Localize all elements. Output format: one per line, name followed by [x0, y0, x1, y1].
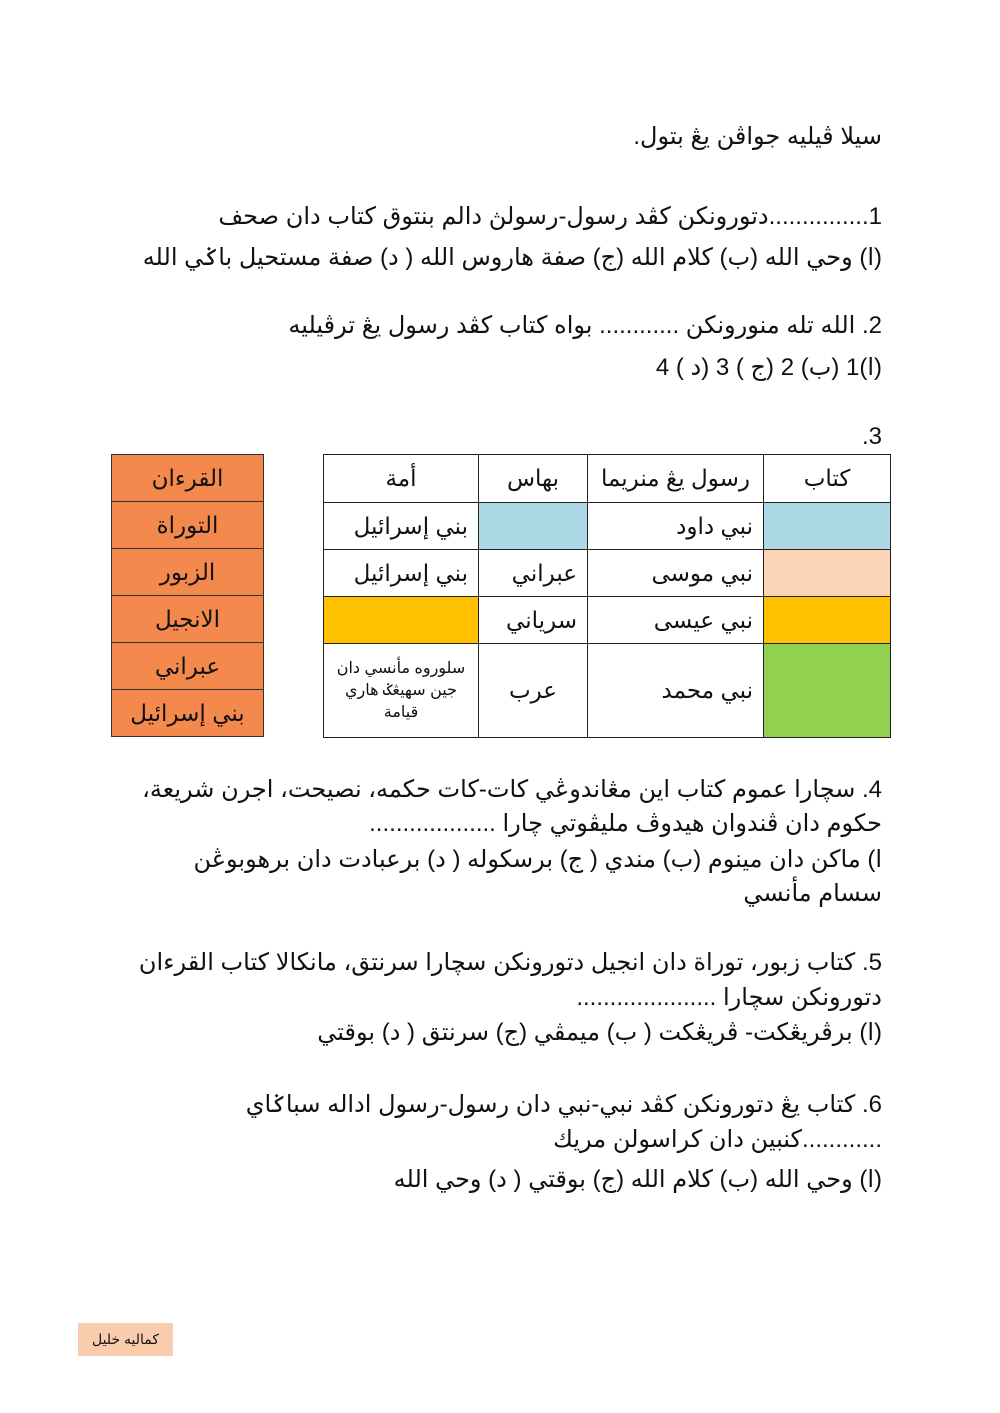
- draggable-answer[interactable]: التوراة: [112, 502, 264, 549]
- question-1-text: 1...............دتورونكن كڤد رسول-رسولڽ دالم بنتوق كتاب دان صحف: [218, 203, 882, 230]
- book-answer-cell[interactable]: [764, 550, 891, 597]
- question-1-options: (ا) وحي الله (ب) كلام الله (ج) صفة هاروس الله ( د) صفة مستحيل باݢي الله: [142, 244, 882, 271]
- header-umat: أمة: [324, 455, 479, 503]
- question-6-line-1: 6. كتاب يڠ دتورونكن كڤد نبي-نبي دان رسول-رسول اداله سباݢاي: [245, 1091, 882, 1118]
- language-cell: عرب: [479, 644, 588, 738]
- question-4-line-2: حكوم دان ڤندوان هيدوڤ مليڤوتي چارا ...................: [369, 810, 882, 837]
- instruction: سيلا ڤيليه جواڤن يڠ بتول.: [633, 123, 882, 150]
- question-5-options: (ا) برڤريڠكت- ڤريڠكت ( ب) ميمڤي (ج) سرنتق ( د) بوقتي: [317, 1019, 882, 1046]
- question-5-line-1: 5. كتاب زبور، توراة دان انجيل دتورونكن سچارا سرنتق، مانكالا كتاب القرءان: [138, 949, 882, 976]
- question-6-line-2: ............كنبين دان كراسولن مريك: [553, 1126, 882, 1153]
- language-cell: عبراني: [479, 550, 588, 597]
- draggable-answer[interactable]: القرءان: [112, 455, 264, 502]
- rasul-cell: نبي داود: [588, 503, 764, 550]
- draggable-answer[interactable]: الانجيل: [112, 596, 264, 643]
- matching-table: [323, 454, 891, 738]
- header-language: بهاس: [479, 455, 588, 503]
- question-3-label: 3.: [861, 423, 882, 450]
- table-row: [324, 503, 891, 550]
- question-4-line-1: 4. سچارا عموم كتاب اين مڠاندوڠي كات-كات حكمه، نصيحت، اجرن شريعة،: [142, 776, 882, 803]
- table-row: [324, 644, 891, 738]
- author-badge: كماليه خليل: [78, 1323, 173, 1356]
- rasul-cell: نبي موسى: [588, 550, 764, 597]
- answer-bank: [111, 454, 264, 737]
- table-row: [324, 550, 891, 597]
- umat-cell: بني إسرائيل: [324, 550, 479, 597]
- question-2-options: (ا)1 (ب) 2 (ج ) 3 (د ) 4: [655, 354, 882, 381]
- umat-cell: سلوروه مأنسي دان جين سهيڠݢ هاري قيامة: [324, 644, 479, 738]
- language-cell: سرياني: [479, 597, 588, 644]
- question-4-options-cont: سسام مأنسي: [743, 880, 882, 907]
- draggable-answer[interactable]: الزبور: [112, 549, 264, 596]
- question-2-text: 2. الله تله منورونكن ............ بواه كتاب كڤد رسول يڠ ترڤيليه: [288, 312, 882, 339]
- table-header-row: [324, 455, 891, 503]
- question-5-line-2: دتورونكن سچارا .....................: [576, 984, 882, 1011]
- language-answer-cell[interactable]: [479, 503, 588, 550]
- umat-answer-cell[interactable]: [324, 597, 479, 644]
- book-answer-cell[interactable]: [764, 597, 891, 644]
- draggable-answer[interactable]: عبراني: [112, 643, 264, 690]
- umat-cell: بني إسرائيل: [324, 503, 479, 550]
- draggable-answer[interactable]: بني إسرائيل: [112, 690, 264, 737]
- header-book: كتاب: [764, 455, 891, 503]
- question-6-options: (ا) وحي الله (ب) كلام الله (ج) بوقتي ( د) وحي الله: [393, 1166, 882, 1193]
- rasul-cell: نبي عيسى: [588, 597, 764, 644]
- table-row: [324, 597, 891, 644]
- header-rasul: رسول يڠ منريما: [588, 455, 764, 503]
- book-answer-cell[interactable]: [764, 644, 891, 738]
- question-4-options: ا) ماكن دان مينوم (ب) مندي ( ج) برسكوله ( د) برعبادت دان برهوبوڠن: [193, 846, 882, 873]
- rasul-cell: نبي محمد: [588, 644, 764, 738]
- book-answer-cell[interactable]: [764, 503, 891, 550]
